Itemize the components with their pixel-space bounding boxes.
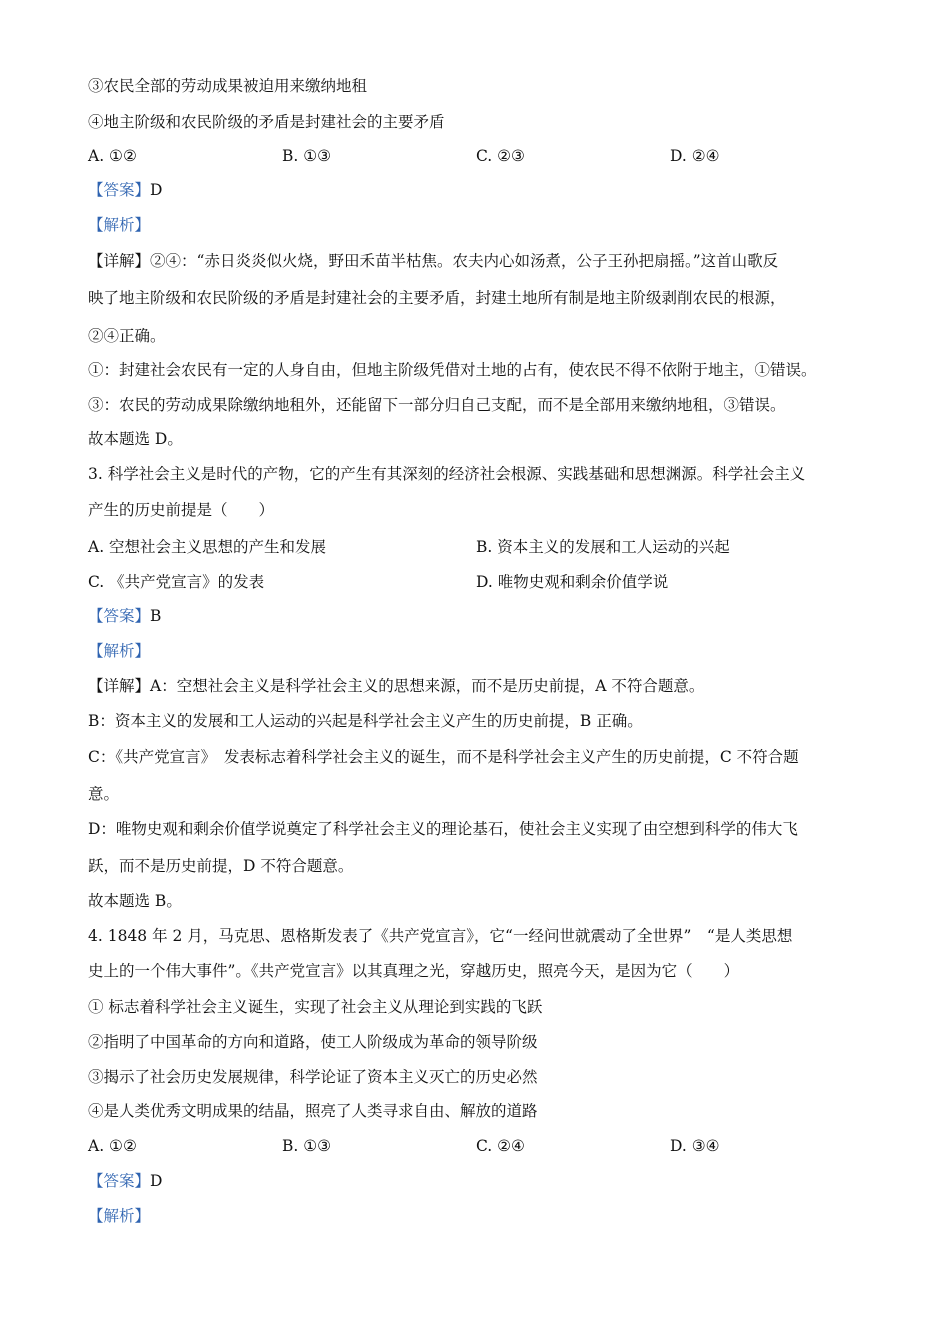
q3-detail-line-4: 意。 [88, 785, 120, 803]
q4-option-a: A. ①② [88, 1137, 137, 1155]
q4-item-3: ③揭示了社会历史发展规律，科学论证了资本主义灭亡的历史必然 [88, 1068, 538, 1086]
q4-item-2: ②指明了中国革命的方向和道路，使工人阶级成为革命的领导阶级 [88, 1033, 538, 1051]
q3-option-c: C. 《共产党宣言》的发表 [88, 573, 265, 591]
q3-detail-line-5: D：唯物史观和剩余价值学说奠定了科学社会主义的理论基石，使社会主义实现了由空想到科学的伟大飞 [88, 820, 798, 838]
q2-option-d: D. ②④ [670, 147, 720, 165]
q4-option-d: D. ③④ [670, 1137, 720, 1155]
q3-detail-line-2: B：资本主义的发展和工人运动的兴起是科学社会主义产生的历史前提，B 正确。 [88, 712, 643, 730]
q3-detail-line-1 [88, 676, 704, 696]
q4-analysis-tag: 【解析】 [88, 1207, 151, 1225]
q2-detail-line-1 [88, 251, 778, 271]
q3-conclusion: 故本题选 B。 [88, 892, 182, 910]
detail-text: ②④：“赤日炎炎似火烧，野田禾苗半枯焦。农夫内心如汤煮，公子王孙把扇摇。”这首山歌反 [150, 252, 779, 270]
detail-text: A：空想社会主义是科学社会主义的思想来源，而不是历史前提，A 不符合题意。 [150, 677, 705, 695]
q3-detail-line-6: 跃，而不是历史前提，D 不符合题意。 [88, 857, 354, 875]
q2-detail-line-4: ①：封建社会农民有一定的人身自由，但地主阶级凭借对土地的占有，使农民不得不依附于地主，①错误。 [88, 361, 817, 379]
answer-tag: 【答案】 [88, 607, 151, 625]
q4-answer [88, 1171, 162, 1191]
q3-analysis-tag: 【解析】 [88, 642, 151, 660]
detail-tag: 【详解】 [88, 677, 151, 695]
q3-answer [88, 606, 161, 626]
q3-detail-line-3: C：《共产党宣言》 发表标志着科学社会主义的诞生，而不是科学社会主义产生的历史前提，C 不符合题 [88, 748, 799, 766]
q2-detail-line-3: ②④正确。 [88, 327, 166, 345]
q4-item-1: ① 标志着科学社会主义诞生，实现了社会主义从理论到实践的飞跃 [88, 998, 543, 1016]
q4-option-b: B. ①③ [282, 1137, 332, 1155]
q2-detail-line-5: ③：农民的劳动成果除缴纳地租外，还能留下一部分归自己支配，而不是全部用来缴纳地租，③错误。 [88, 396, 786, 414]
q2-analysis-tag: 【解析】 [88, 216, 151, 234]
answer-tag: 【答案】 [88, 181, 151, 199]
q4-stem-line-1: 4. 1848 年 2 月，马克思、恩格斯发表了《共产党宣言》，它“一经问世就震动了全世界” “是人类思想 [88, 927, 793, 945]
q4-stem-line-2: 史上的一个伟大事件”。《共产党宣言》以其真理之光，穿越历史，照亮今天，是因为它（ ） [88, 962, 740, 980]
detail-tag: 【详解】 [88, 252, 151, 270]
q3-option-b: B. 资本主义的发展和工人运动的兴起 [476, 538, 730, 556]
q4-option-c: C. ②④ [476, 1137, 525, 1155]
q2-item-3: ③农民全部的劳动成果被迫用来缴纳地租 [88, 77, 368, 95]
q2-conclusion: 故本题选 D。 [88, 430, 183, 448]
q3-stem-line-1: 3. 科学社会主义是时代的产物，它的产生有其深刻的经济社会根源、实践基础和思想渊源。科学社会主义 [88, 465, 806, 483]
q3-option-a: A. 空想社会主义思想的产生和发展 [88, 538, 327, 556]
q2-detail-line-2: 映了地主阶级和农民阶级的矛盾是封建社会的主要矛盾，封建土地所有制是地主阶级剥削农民的根源， [88, 289, 786, 307]
q2-option-a: A. ①② [88, 147, 137, 165]
q4-item-4: ④是人类优秀文明成果的结晶，照亮了人类寻求自由、解放的道路 [88, 1102, 538, 1120]
q2-item-4: ④地主阶级和农民阶级的矛盾是封建社会的主要矛盾 [88, 113, 445, 131]
q3-option-d: D. 唯物史观和剩余价值学说 [476, 573, 669, 591]
q2-answer [88, 180, 162, 200]
answer-value: D [150, 181, 163, 199]
q2-option-b: B. ①③ [282, 147, 332, 165]
answer-value: D [150, 1172, 163, 1190]
q3-stem-line-2: 产生的历史前提是（ ） [88, 501, 275, 519]
answer-tag: 【答案】 [88, 1172, 151, 1190]
answer-value: B [150, 607, 162, 625]
q2-option-c: C. ②③ [476, 147, 525, 165]
